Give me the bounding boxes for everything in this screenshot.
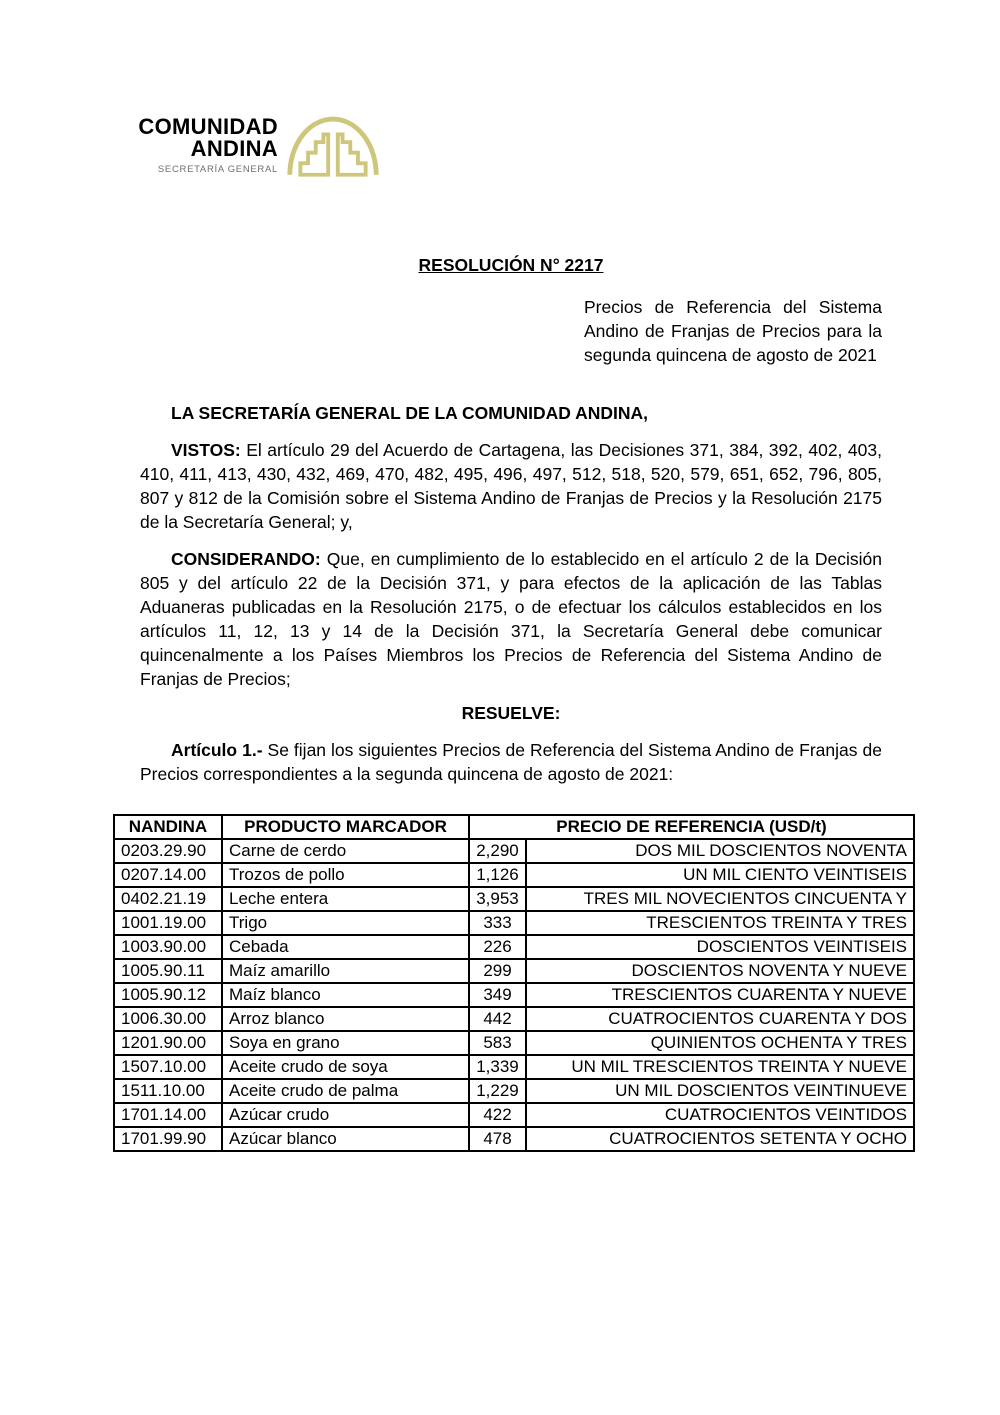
- table-row: [114, 1007, 914, 1031]
- cell-precio-letras: DOSCIENTOS NOVENTA Y NUEVE: [526, 959, 914, 983]
- cell-producto: Maíz amarillo: [222, 959, 469, 983]
- logo-line-andina: ANDINA: [190, 136, 278, 161]
- cell-producto: Azúcar blanco: [222, 1127, 469, 1151]
- vistos-label: VISTOS:: [171, 440, 241, 460]
- cell-precio-letras: UN MIL DOSCIENTOS VEINTINUEVE: [526, 1079, 914, 1103]
- cell-precio-letras: TRESCIENTOS TREINTA Y TRES: [526, 911, 914, 935]
- cell-precio: 299: [469, 959, 526, 983]
- cell-nandina: 1003.90.00: [114, 935, 222, 959]
- cell-producto: Aceite crudo de palma: [222, 1079, 469, 1103]
- table-header-row: [114, 815, 914, 839]
- price-table-body: [114, 839, 914, 1151]
- price-table: [113, 814, 915, 1152]
- cell-precio-letras: TRESCIENTOS CUARENTA Y NUEVE: [526, 983, 914, 1007]
- cell-precio: 349: [469, 983, 526, 1007]
- stepped-arch-icon: [285, 113, 381, 177]
- header-nandina: NANDINA: [114, 815, 222, 839]
- cell-precio: 422: [469, 1103, 526, 1127]
- articulo-text: Se fijan los siguientes Precios de Referencia del Sistema Andino de Franjas de Precios correspondientes a la segunda quincena de agosto de 2021:: [140, 740, 882, 784]
- cell-nandina: 0203.29.90: [114, 839, 222, 863]
- cell-precio-letras: UN MIL TRESCIENTOS TREINTA Y NUEVE: [526, 1055, 914, 1079]
- table-row: [114, 1103, 914, 1127]
- cell-precio-letras: UN MIL CIENTO VEINTISEIS: [526, 863, 914, 887]
- cell-nandina: 0207.14.00: [114, 863, 222, 887]
- vistos-paragraph: [140, 438, 882, 534]
- cell-producto: Aceite crudo de soya: [222, 1055, 469, 1079]
- cell-precio-letras: QUINIENTOS OCHENTA Y TRES: [526, 1031, 914, 1055]
- table-row: [114, 839, 914, 863]
- cell-nandina: 1511.10.00: [114, 1079, 222, 1103]
- cell-precio: 2,290: [469, 839, 526, 863]
- table-row: [114, 887, 914, 911]
- vistos-text: El artículo 29 del Acuerdo de Cartagena, las Decisiones 371, 384, 392, 402, 403, 410, 411, 413, 430, 432, 469, 470, 482, 495, 496, 497, 512, 518, 520, 579, 651, 652, 796, 805, 807 y 812 de la Comisión sobre el Sistema Andino de Franjas de Precios y la Resolución 2175 de la Secretaría General; y,: [140, 440, 882, 532]
- cell-precio: 1,229: [469, 1079, 526, 1103]
- articulo-label: Artículo 1.-: [171, 740, 263, 760]
- cell-nandina: 1001.19.00: [114, 911, 222, 935]
- table-row: [114, 935, 914, 959]
- cell-precio: 583: [469, 1031, 526, 1055]
- cell-producto: Azúcar crudo: [222, 1103, 469, 1127]
- cell-precio-letras: CUATROCIENTOS SETENTA Y OCHO: [526, 1127, 914, 1151]
- cell-producto: Maíz blanco: [222, 983, 469, 1007]
- resolution-title: RESOLUCIÓN N° 2217: [418, 255, 604, 275]
- cell-precio-letras: CUATROCIENTOS CUARENTA Y DOS: [526, 1007, 914, 1031]
- resuelve-heading: RESUELVE:: [461, 703, 561, 723]
- secretaria-heading: LA SECRETARÍA GENERAL DE LA COMUNIDAD ANDINA,: [171, 403, 649, 423]
- cell-precio: 1,126: [469, 863, 526, 887]
- table-row: [114, 1127, 914, 1151]
- cell-nandina: 1005.90.11: [114, 959, 222, 983]
- articulo-paragraph: [140, 738, 882, 786]
- header-producto: PRODUCTO MARCADOR: [222, 815, 469, 839]
- cell-precio-letras: DOSCIENTOS VEINTISEIS: [526, 935, 914, 959]
- cell-producto: Soya en grano: [222, 1031, 469, 1055]
- cell-precio: 442: [469, 1007, 526, 1031]
- logo-text: [136, 113, 278, 175]
- cell-nandina: 1701.14.00: [114, 1103, 222, 1127]
- cell-precio: 1,339: [469, 1055, 526, 1079]
- table-row: [114, 1055, 914, 1079]
- considerando-paragraph: [140, 547, 882, 691]
- cell-producto: Cebada: [222, 935, 469, 959]
- considerando-text: Que, en cumplimiento de lo establecido en el artículo 2 de la Decisión 805 y del artículo 22 de la Decisión 371, y para efectos de la aplicación de las Tablas Aduaneras publicadas en la Resolución 2175, o de efectuar los cálculos establecidos en los artículos 11, 12, 13 y 14 de la Decisión 371, la Secretaría General debe comunicar quincenalmente a los Países Miembros los Precios de Referencia del Sistema Andino de Franjas de Precios;: [140, 549, 882, 689]
- table-row: [114, 863, 914, 887]
- cell-producto: Leche entera: [222, 887, 469, 911]
- cell-nandina: 1507.10.00: [114, 1055, 222, 1079]
- cell-precio-letras: CUATROCIENTOS VEINTIDOS: [526, 1103, 914, 1127]
- cell-nandina: 1006.30.00: [114, 1007, 222, 1031]
- table-row: [114, 1031, 914, 1055]
- cell-producto: Trozos de pollo: [222, 863, 469, 887]
- cell-nandina: 1005.90.12: [114, 983, 222, 1007]
- table-row: [114, 959, 914, 983]
- cell-precio: 333: [469, 911, 526, 935]
- cell-precio: 3,953: [469, 887, 526, 911]
- header-precio: PRECIO DE REFERENCIA (USD/t): [469, 815, 914, 839]
- logo-line-comunidad: COMUNIDAD: [138, 114, 278, 139]
- considerando-label: CONSIDERANDO:: [171, 549, 321, 569]
- cell-precio: 478: [469, 1127, 526, 1151]
- cell-precio-letras: TRES MIL NOVECIENTOS CINCUENTA Y: [526, 887, 914, 911]
- cell-nandina: 1701.99.90: [114, 1127, 222, 1151]
- cell-precio: 226: [469, 935, 526, 959]
- table-row: [114, 983, 914, 1007]
- table-row: [114, 1079, 914, 1103]
- cell-nandina: 0402.21.19: [114, 887, 222, 911]
- logo-subtitle: SECRETARÍA GENERAL: [157, 164, 278, 175]
- cell-precio-letras: DOS MIL DOSCIENTOS NOVENTA: [526, 839, 914, 863]
- subject-block: Precios de Referencia del Sistema Andino de Franjas de Precios para la segunda quincena de agosto de 2021: [584, 297, 882, 365]
- table-row: [114, 911, 914, 935]
- cell-producto: Arroz blanco: [222, 1007, 469, 1031]
- logo: [136, 113, 882, 177]
- cell-nandina: 1201.90.00: [114, 1031, 222, 1055]
- cell-producto: Trigo: [222, 911, 469, 935]
- cell-producto: Carne de cerdo: [222, 839, 469, 863]
